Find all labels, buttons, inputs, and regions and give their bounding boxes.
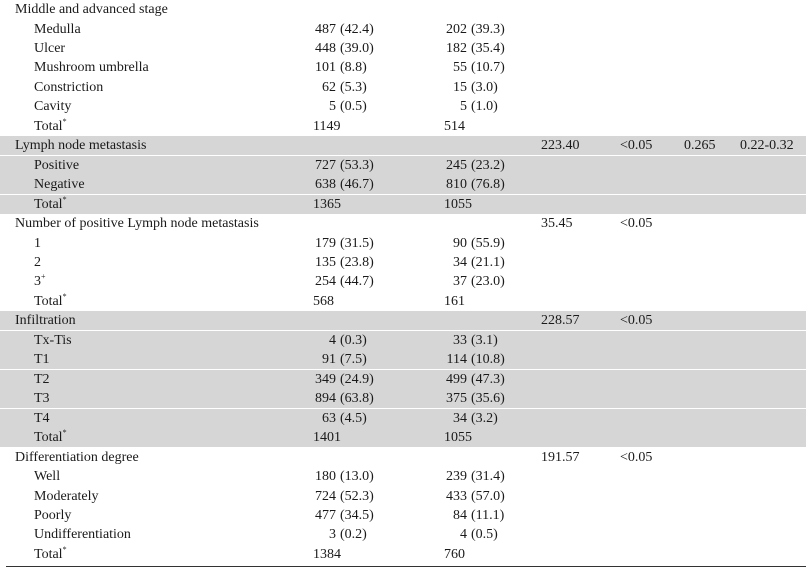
category-label-text: Positive bbox=[34, 157, 80, 173]
table-row bbox=[0, 234, 806, 253]
table-row bbox=[0, 370, 806, 389]
chi-square-value: 191.57 bbox=[541, 449, 580, 465]
category-label-text: Well bbox=[34, 469, 61, 484]
group2-percent: (3.2) bbox=[471, 410, 498, 426]
group2-percent: (1.0) bbox=[471, 99, 498, 115]
group2-percent: (76.8) bbox=[471, 177, 505, 193]
group1-percent: (5.3) bbox=[340, 79, 367, 95]
total-row bbox=[0, 195, 806, 214]
group1-count: 5 bbox=[329, 99, 336, 115]
group2-count: 37 bbox=[453, 274, 467, 290]
group1-percent: (0.5) bbox=[340, 99, 367, 115]
group1-total: 568 bbox=[313, 293, 334, 309]
group1-count: 63 bbox=[322, 410, 336, 426]
section-title: Middle and advanced stage bbox=[15, 2, 168, 17]
group2-percent: (21.1) bbox=[471, 255, 505, 270]
group2-percent: (57.0) bbox=[471, 488, 505, 504]
table-row bbox=[0, 487, 806, 506]
group1-count: 727 bbox=[315, 157, 336, 173]
category-label-text: T1 bbox=[34, 352, 50, 368]
group1-percent: (4.5) bbox=[340, 410, 367, 426]
group1-percent: (31.5) bbox=[340, 235, 374, 251]
group1-total: 1365 bbox=[313, 196, 341, 212]
group1-count: 135 bbox=[315, 255, 336, 270]
section-title: Differentiation degree bbox=[15, 449, 139, 465]
group2-count: 33 bbox=[453, 332, 467, 348]
category-label-text: 2 bbox=[34, 255, 41, 270]
table-row bbox=[0, 175, 806, 194]
total-row bbox=[0, 545, 806, 564]
total-row bbox=[0, 292, 806, 311]
table-row bbox=[0, 253, 806, 272]
group1-percent: (39.0) bbox=[340, 40, 374, 56]
group2-count: 499 bbox=[446, 371, 467, 387]
group2-percent: (3.0) bbox=[471, 79, 498, 95]
category-label-text: Constriction bbox=[34, 79, 104, 95]
p-value: <0.05 bbox=[620, 216, 653, 232]
group1-count: 487 bbox=[315, 21, 336, 37]
total-label bbox=[34, 195, 67, 214]
category-label-text: Negative bbox=[34, 177, 85, 193]
table-row bbox=[0, 97, 806, 116]
group2-count: 4 bbox=[460, 527, 467, 543]
chi-square-value: 228.57 bbox=[541, 313, 580, 329]
group2-percent: (10.7) bbox=[471, 60, 505, 76]
section-title: Lymph node metastasis bbox=[15, 138, 147, 154]
group2-count: 375 bbox=[446, 391, 467, 407]
group1-count: 477 bbox=[315, 508, 336, 523]
group2-percent: (0.5) bbox=[471, 527, 498, 543]
section-header-row bbox=[0, 214, 806, 233]
chi-square-value: 35.45 bbox=[541, 216, 573, 232]
group2-count: 84 bbox=[453, 508, 467, 523]
group2-percent: (11.1) bbox=[471, 508, 505, 523]
group1-percent: (0.2) bbox=[340, 527, 367, 543]
group1-percent: (0.3) bbox=[340, 332, 367, 348]
section-title: Infiltration bbox=[15, 313, 76, 329]
total-label-text: Total bbox=[34, 293, 63, 309]
group2-count: 55 bbox=[453, 60, 467, 76]
table-row bbox=[0, 467, 806, 486]
group1-percent: (13.0) bbox=[340, 469, 374, 484]
group2-percent: (10.8) bbox=[471, 352, 505, 368]
table-bottom-rule bbox=[6, 566, 806, 567]
asterisk-mark: * bbox=[62, 544, 67, 554]
chi-square-value: 223.40 bbox=[541, 138, 580, 154]
group1-percent: (53.3) bbox=[340, 157, 374, 173]
table-row bbox=[0, 20, 806, 39]
group2-total: 161 bbox=[444, 293, 465, 309]
group1-percent: (7.5) bbox=[340, 352, 367, 368]
group1-count: 4 bbox=[329, 332, 336, 348]
group2-percent: (35.4) bbox=[471, 40, 505, 56]
section-header-row bbox=[0, 448, 806, 467]
group2-count: 239 bbox=[446, 469, 467, 484]
table-row bbox=[0, 525, 806, 544]
category-label-text: Mushroom umbrella bbox=[34, 60, 149, 76]
table-row bbox=[0, 78, 806, 97]
total-label bbox=[34, 428, 67, 447]
table-row bbox=[0, 506, 806, 525]
total-label-text: Total bbox=[34, 546, 63, 562]
asterisk-mark: * bbox=[62, 194, 67, 204]
group2-count: 5 bbox=[460, 99, 467, 115]
group2-percent: (31.4) bbox=[471, 469, 505, 484]
total-row bbox=[0, 428, 806, 447]
group2-count: 182 bbox=[446, 40, 467, 56]
section-header-row bbox=[0, 136, 806, 155]
group1-count: 3 bbox=[329, 527, 336, 543]
group1-total: 1384 bbox=[313, 546, 341, 562]
asterisk-mark: * bbox=[62, 291, 67, 301]
section-header-row bbox=[0, 311, 806, 330]
total-label-text: Total bbox=[34, 196, 63, 212]
group1-count: 62 bbox=[322, 79, 336, 95]
section-title: Number of positive Lymph node metastasis bbox=[15, 216, 259, 232]
odds-ratio: 0.265 bbox=[684, 138, 716, 154]
group2-total: 1055 bbox=[444, 196, 472, 212]
group2-count: 114 bbox=[446, 352, 467, 368]
total-label-text: Total bbox=[34, 430, 63, 446]
category-label-text: Ulcer bbox=[34, 40, 66, 56]
category-label-text: 1 bbox=[34, 235, 41, 251]
group1-percent: (63.8) bbox=[340, 391, 374, 407]
group1-percent: (8.8) bbox=[340, 60, 367, 76]
p-value: <0.05 bbox=[620, 449, 653, 465]
asterisk-mark: * bbox=[62, 116, 67, 126]
total-label bbox=[34, 545, 67, 564]
group2-percent: (39.3) bbox=[471, 21, 505, 37]
group1-total: 1149 bbox=[313, 118, 341, 134]
group1-count: 179 bbox=[315, 235, 336, 251]
table-row bbox=[0, 272, 806, 291]
group1-percent: (46.7) bbox=[340, 177, 374, 193]
group2-percent: (35.6) bbox=[471, 391, 505, 407]
group2-count: 90 bbox=[453, 235, 467, 251]
table-row bbox=[0, 350, 806, 369]
group1-count: 180 bbox=[315, 469, 336, 484]
group2-count: 34 bbox=[453, 410, 467, 426]
total-label-text: Total bbox=[34, 118, 63, 134]
superscript-mark: + bbox=[41, 272, 46, 282]
group1-percent: (23.8) bbox=[340, 255, 374, 270]
group2-total: 514 bbox=[444, 118, 465, 134]
group1-count: 638 bbox=[315, 177, 336, 193]
group1-count: 894 bbox=[315, 391, 336, 407]
table-row bbox=[0, 39, 806, 58]
group2-count: 15 bbox=[453, 79, 467, 95]
group1-total: 1401 bbox=[313, 430, 341, 446]
total-label bbox=[34, 292, 67, 311]
table-row bbox=[0, 58, 806, 77]
group1-percent: (52.3) bbox=[340, 488, 374, 504]
group1-count: 91 bbox=[322, 352, 336, 368]
table-row bbox=[0, 409, 806, 428]
group1-count: 724 bbox=[315, 488, 336, 504]
group2-count: 433 bbox=[446, 488, 467, 504]
confidence-interval: 0.22-0.32 bbox=[740, 138, 794, 154]
p-value: <0.05 bbox=[620, 313, 653, 329]
group2-count: 202 bbox=[446, 21, 467, 37]
group1-count: 101 bbox=[315, 60, 336, 76]
group1-percent: (24.9) bbox=[340, 371, 374, 387]
group1-percent: (34.5) bbox=[340, 508, 374, 523]
group1-percent: (42.4) bbox=[340, 21, 374, 37]
category-label-text: T3 bbox=[34, 391, 50, 407]
category-label-text: Medulla bbox=[34, 21, 81, 37]
group2-count: 245 bbox=[446, 157, 467, 173]
group2-total: 760 bbox=[444, 546, 465, 562]
group2-count: 34 bbox=[453, 255, 467, 270]
group2-percent: (55.9) bbox=[471, 235, 505, 251]
table-row bbox=[0, 389, 806, 408]
total-label bbox=[34, 117, 67, 136]
group2-total: 1055 bbox=[444, 430, 472, 446]
category-label-text: 3 bbox=[34, 274, 41, 290]
total-row bbox=[0, 117, 806, 136]
group2-percent: (47.3) bbox=[471, 371, 505, 387]
category-label-text: Moderately bbox=[34, 488, 99, 504]
group1-percent: (44.7) bbox=[340, 274, 374, 290]
category-label-text: T4 bbox=[34, 410, 50, 426]
category-label-text: Cavity bbox=[34, 99, 72, 115]
section-header-row bbox=[0, 0, 806, 19]
group1-count: 349 bbox=[315, 371, 336, 387]
p-value: <0.05 bbox=[620, 138, 653, 154]
group2-count: 810 bbox=[446, 177, 467, 193]
table-row bbox=[0, 156, 806, 175]
group1-count: 448 bbox=[315, 40, 336, 56]
table-row bbox=[0, 331, 806, 350]
asterisk-mark: * bbox=[62, 428, 67, 438]
group1-count: 254 bbox=[315, 274, 336, 290]
category-label-text: Undifferentiation bbox=[34, 527, 131, 543]
category-label-text: T2 bbox=[34, 371, 50, 387]
category-label-text: Tx-Tis bbox=[34, 332, 72, 348]
group2-percent: (3.1) bbox=[471, 332, 498, 348]
category-label-text: Poorly bbox=[34, 508, 72, 523]
group2-percent: (23.0) bbox=[471, 274, 505, 290]
group2-percent: (23.2) bbox=[471, 157, 505, 173]
